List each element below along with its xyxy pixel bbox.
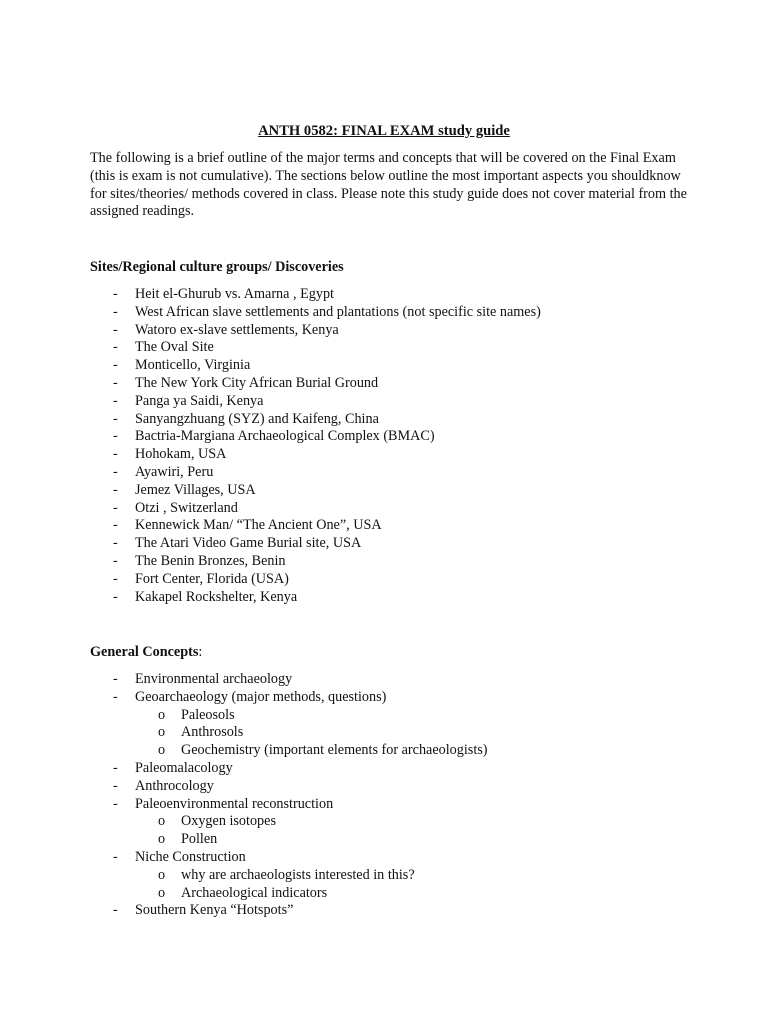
section-heading-text: Sites/Regional culture groups/ Discoveries xyxy=(90,259,344,275)
list-item-text: Heit el-Ghurub vs. Amarna , Egypt xyxy=(135,286,334,302)
list-item-text: Environmental archaeology xyxy=(135,671,293,687)
dash-bullet: - xyxy=(113,286,118,302)
dash-bullet: - xyxy=(113,499,118,516)
dash-bullet: - xyxy=(113,671,118,687)
list-item-text: Geochemistry (important elements for archaeologists) xyxy=(181,742,488,759)
section-heading-sites xyxy=(90,258,344,276)
intro-line: for sites/theories/ methods covered in class. Please note this study guide does not cover material from the xyxy=(90,185,687,202)
list-item-text: Watoro ex-slave settlements, Kenya xyxy=(135,321,339,338)
dash-bullet: - xyxy=(113,392,118,409)
dash-bullet: - xyxy=(113,759,118,776)
list-item-text: Fort Center, Florida (USA) xyxy=(135,570,289,587)
dash-bullet: - xyxy=(113,848,118,865)
list-item-text: Pollen xyxy=(181,831,218,848)
circle-bullet: o xyxy=(158,724,166,741)
dash-bullet: - xyxy=(113,339,118,356)
list-item-text: The Benin Bronzes, Benin xyxy=(135,552,286,569)
list-item-text: The Atari Video Game Burial site, USA xyxy=(135,535,362,552)
dash-bullet: - xyxy=(113,777,118,794)
dash-bullet: - xyxy=(113,570,118,587)
section-heading-text: General Concepts xyxy=(90,644,199,660)
circle-bullet: o xyxy=(158,706,166,723)
list-item-text: Paleomalacology xyxy=(135,759,233,776)
list-item-text: Anthrocology xyxy=(135,777,214,794)
dash-bullet: - xyxy=(113,410,118,427)
list-item-text: Archaeological indicators xyxy=(181,884,328,901)
section-heading-general-concepts xyxy=(90,643,202,661)
list-item-text: The Oval Site xyxy=(135,339,214,356)
dash-bullet: - xyxy=(113,795,118,812)
circle-bullet: o xyxy=(158,831,166,848)
list-item-text: The New York City African Burial Ground xyxy=(135,374,379,391)
dash-bullet: - xyxy=(113,588,118,605)
intro-line: The following is a brief outline of the major terms and concepts that will be covered on the Final Exam xyxy=(90,150,676,166)
list-item-text: Otzi , Switzerland xyxy=(135,499,238,516)
list-item-text: Kennewick Man/ “The Ancient One”, USA xyxy=(135,517,382,534)
dash-bullet: - xyxy=(113,446,118,463)
dash-bullet: - xyxy=(113,321,118,338)
document-title: ANTH 0582: FINAL EXAM study guide xyxy=(258,123,510,139)
list-item-text: Geoarchaeology (major methods, questions) xyxy=(135,688,387,705)
list-item-text: Panga ya Saidi, Kenya xyxy=(135,392,264,409)
list-item-text: Niche Construction xyxy=(135,848,246,865)
list-item-text: Anthrosols xyxy=(181,724,244,741)
list-item-text: Paleoenvironmental reconstruction xyxy=(135,795,334,812)
circle-bullet: o xyxy=(158,742,166,759)
dash-bullet: - xyxy=(113,688,118,705)
dash-bullet: - xyxy=(113,303,118,320)
dash-bullet: - xyxy=(113,535,118,552)
dash-bullet: - xyxy=(113,552,118,569)
list-item-text: Bactria-Margiana Archaeological Complex (BMAC) xyxy=(135,428,435,445)
list-item-text: West African slave settlements and plantations (not specific site names) xyxy=(135,303,541,320)
dash-bullet: - xyxy=(113,374,118,391)
list-item-text: why are archaeologists interested in this? xyxy=(181,866,415,883)
circle-bullet: o xyxy=(158,884,166,901)
dash-bullet: - xyxy=(113,428,118,445)
list-item-text: Hohokam, USA xyxy=(135,446,227,463)
dash-bullet: - xyxy=(113,481,118,498)
list-item-text: Oxygen isotopes xyxy=(181,813,276,830)
dash-bullet: - xyxy=(113,517,118,534)
intro-paragraph xyxy=(90,150,690,221)
dash-bullet: - xyxy=(113,463,118,480)
section-heading-suffix: : xyxy=(198,644,203,660)
list-item-text: Ayawiri, Peru xyxy=(135,463,214,480)
dash-bullet: - xyxy=(113,902,118,919)
intro-line: (this is exam is not cumulative). The sections below outline the most important aspects you shouldknow xyxy=(90,167,681,184)
list-item-text: Jemez Villages, USA xyxy=(135,481,256,498)
circle-bullet: o xyxy=(158,813,166,830)
list-item-text: Monticello, Virginia xyxy=(135,357,251,374)
dash-bullet: - xyxy=(113,357,118,374)
list-item-text: Paleosols xyxy=(181,706,235,723)
list-item-text: Kakapel Rockshelter, Kenya xyxy=(135,588,298,605)
circle-bullet: o xyxy=(158,866,166,883)
intro-line: assigned readings. xyxy=(90,203,195,220)
list-item-text: Sanyangzhuang (SYZ) and Kaifeng, China xyxy=(135,410,379,427)
list-item-text: Southern Kenya “Hotspots” xyxy=(135,902,294,919)
